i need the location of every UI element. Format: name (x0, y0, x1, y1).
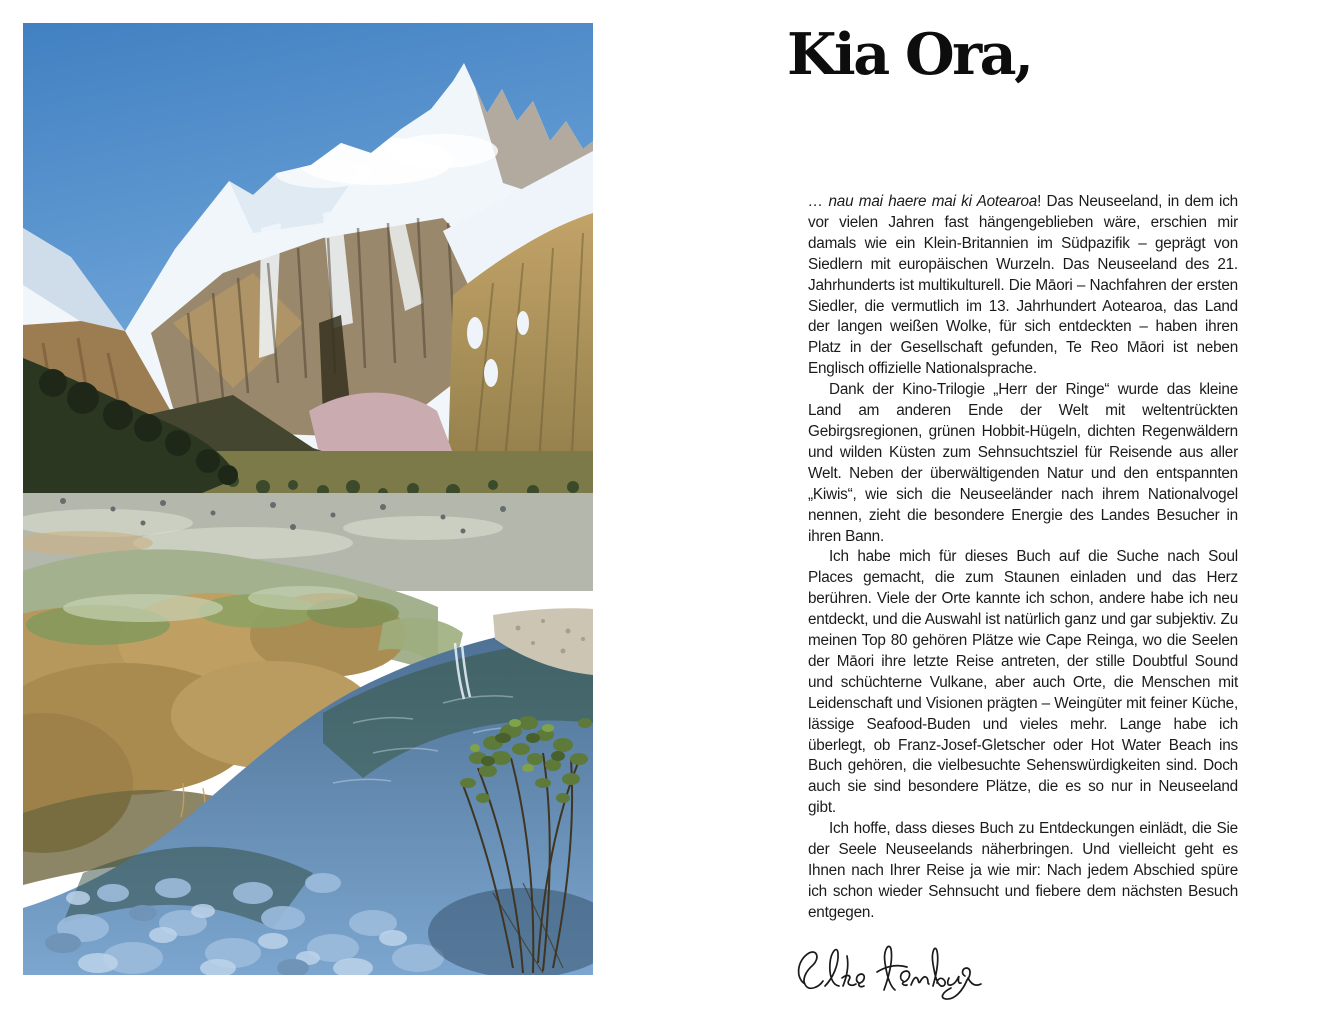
text-page (787, 21, 1239, 1010)
page-title: Kia Ora, (787, 21, 1032, 88)
mountain-valley-illustration (23, 23, 593, 975)
paragraph-intro-text: ! Das Neuseeland, in dem ich vor vielen Jahren fast hängengeblieben wäre, erschien mir damals wie ein Klein-Britannien im Südpazifik – geprägt von Siedlern mit europäischen Wurzeln. Das Neuseeland des 21. Jahrhunderts ist multikulturell. Die Māori – Nachfahren der ersten Siedler, die vermutlich im 13. Jahrhundert Aotearoa, das Land der langen weißen Wolke, für sich entdeckten – haben ihren Platz in der Gesellschaft gefunden, Te Reo Māori ist neben Englisch offizielle Nationalsprache. (808, 193, 1238, 378)
signature-name (989, 940, 990, 941)
paragraph-intro (808, 192, 1238, 380)
signature-strokes (789, 940, 989, 1010)
paragraph-closing: Ich hoffe, dass dieses Buch zu Entdeckungen einlädt, die Sie der Seele Neuseelands näherbringen. Und vielleicht geht es Ihnen nach Ihrer Reise ja wie mir: Nach jedem Abschied spüre ich schon wieder Sehnsucht und fiebere dem nächsten Besuch entgegen. (808, 820, 1238, 921)
maori-greeting: … nau mai haere mai ki Aotearoa (808, 193, 1038, 210)
signature (789, 940, 989, 1010)
body-text (808, 192, 1238, 924)
paragraph-soul-places: Ich habe mich für dieses Buch auf die Suche nach Soul Places gemacht, die zum Staunen einladen und das Herz berühren. Viele der Orte kannte ich schon, andere habe ich neu entdeckt, und die Auswahl ist natürlich ganz und gar subjektiv. Zu meinen Top 80 gehören Plätze wie Cape Reinga, wo die Seelen der Māori ihre letzte Reise antreten, der stille Doubtful Sound und schüchterne Vulkane, aber auch Orte, die Menschen mit Leidenschaft und Visionen prägten – Weingüter mit feiner Küche, lässige Seafood-Buden und vieles mehr. Lange habe ich überlegt, ob Franz-Josef-Gletscher oder Hot Water Beach ins Buch gehören, die vielbesuchte Sehenswürdigkeiten sind. Doch auch sie sind besondere Plätze, die es so nur in Neuseeland gibt. (808, 548, 1238, 817)
landscape-photo (23, 23, 593, 975)
paragraph-lord-of-the-rings: Dank der Kino-Trilogie „Herr der Ringe“ wurde das kleine Land am anderen Ende der Welt mit weltentrückten Gebirgsregionen, grünen Hobbit-Hügeln, dichten Regenwäldern und wilden Küsten zum Sehnsuchtsziel für Reisende aus aller Welt. Neben der überwältigenden Natur und den entspannten „Kiwis“, wie sich die Neuseeländer nach ihrem Nationalvogel nennen, zieht die besondere Energie des Landes Besucher in ihren Bann. (808, 381, 1238, 545)
